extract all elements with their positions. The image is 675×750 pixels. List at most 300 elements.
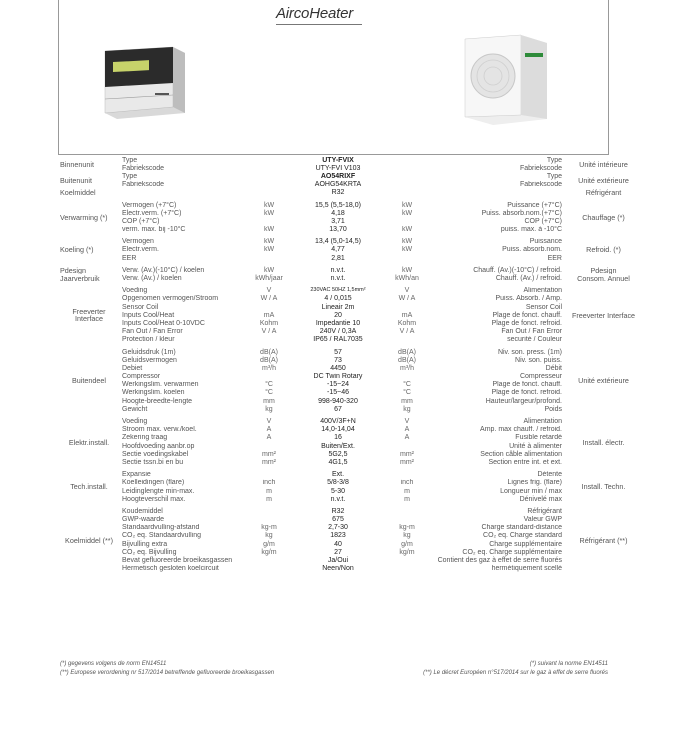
label-nl: Type bbox=[122, 172, 138, 180]
spec-row bbox=[58, 238, 643, 246]
unit-right: mm² bbox=[400, 450, 414, 458]
label-fr: Plage de fonct. chauff. bbox=[492, 311, 562, 319]
unit-left bbox=[250, 516, 288, 524]
spec-row bbox=[58, 336, 643, 344]
unit-left: kW bbox=[263, 238, 275, 246]
label-nl: Fan Out / Fan Error bbox=[122, 328, 183, 336]
label-fr: Puiss. absorb.nom. bbox=[502, 246, 562, 254]
label-fr: COP (+7°C) bbox=[524, 217, 562, 225]
label-nl: Electr.verm. bbox=[122, 246, 159, 254]
label-fr: Contient des gaz à effet de serre fluorés bbox=[437, 557, 562, 565]
label-fr: Chauff. (Av.)(-10°C) / refroid. bbox=[473, 266, 562, 274]
unit-left bbox=[250, 336, 288, 344]
unit-right: kg/m bbox=[399, 548, 415, 556]
spec-row bbox=[58, 450, 643, 458]
label-fr: EER bbox=[547, 254, 562, 262]
spec-row bbox=[58, 226, 643, 234]
section-label-fr: Unité extérieure bbox=[578, 376, 629, 386]
label-fr: Niv. son. puiss. bbox=[515, 356, 562, 364]
value: 57 bbox=[334, 348, 342, 356]
unit-right: V / A bbox=[399, 328, 415, 336]
label-nl: Koudemiddel bbox=[122, 507, 163, 515]
label-nl: Bijvulling extra bbox=[122, 540, 168, 548]
value: UTY-FVIX bbox=[322, 156, 354, 164]
value: 4G1,5 bbox=[328, 458, 348, 466]
unit-right: kg bbox=[403, 405, 411, 413]
label-fr: Puissance bbox=[529, 238, 562, 246]
unit-left: mA bbox=[263, 311, 275, 319]
spec-row bbox=[58, 389, 643, 397]
unit-right: kW bbox=[401, 226, 413, 234]
value: n.v.t. bbox=[330, 275, 346, 283]
spec-row bbox=[58, 348, 643, 356]
unit-left: m bbox=[266, 487, 272, 495]
outdoor-unit-image bbox=[459, 31, 551, 127]
label-nl: Expansie bbox=[122, 471, 151, 479]
label-fr: Plage de fonct. refroid. bbox=[491, 319, 562, 327]
label-nl: Electr.verm. (+7°C) bbox=[122, 209, 182, 217]
label-nl: Verw. (Av.) / koelen bbox=[122, 275, 182, 283]
spec-row bbox=[58, 426, 643, 434]
unit-left: m bbox=[266, 495, 272, 503]
label-nl: Voeding bbox=[122, 418, 148, 426]
unit-right: dB(A) bbox=[398, 356, 416, 364]
label-nl: Inputs Cool/Heat bbox=[122, 311, 175, 319]
value: 4450 bbox=[330, 364, 346, 372]
section-label-fr: Install. électr. bbox=[582, 437, 625, 447]
spec-row bbox=[58, 540, 643, 548]
unit-right bbox=[388, 336, 426, 344]
unit-right bbox=[388, 516, 426, 524]
value: R32 bbox=[331, 507, 345, 515]
spec-row bbox=[58, 442, 643, 450]
label-fr: Niv. son. press. (1m) bbox=[497, 348, 562, 356]
value: 20 bbox=[334, 311, 342, 319]
label-fr: Amp. max chauff. / refroid. bbox=[480, 426, 562, 434]
label-fr: Sensor Coil bbox=[525, 303, 562, 311]
unit-left: V bbox=[266, 287, 272, 295]
label-nl: COP (+7°C) bbox=[122, 217, 160, 225]
unit-right: kW bbox=[401, 266, 413, 274]
value: 230VAC 50HZ 1,5mm² bbox=[310, 287, 366, 294]
unit-left: inch bbox=[262, 479, 276, 487]
unit-left: dB(A) bbox=[260, 356, 278, 364]
label-fr: Type bbox=[546, 172, 562, 180]
unit-left: V bbox=[266, 418, 272, 426]
brand-logo: AircoHeater bbox=[276, 5, 354, 22]
spec-row bbox=[58, 356, 643, 364]
unit-right bbox=[388, 172, 426, 180]
section-label-fr: Pdesign bbox=[590, 266, 617, 275]
unit-left bbox=[250, 565, 288, 573]
label-fr: Type bbox=[546, 156, 562, 164]
label-nl: Gewicht bbox=[122, 405, 148, 413]
unit-right bbox=[388, 156, 426, 164]
unit-right: kW bbox=[401, 246, 413, 254]
unit-left: V / A bbox=[261, 328, 277, 336]
label-nl: Koelleidingen (flare) bbox=[122, 479, 185, 487]
label-nl: Debiet bbox=[122, 364, 143, 372]
spec-row bbox=[58, 373, 643, 381]
label-nl: Leidinglengte min-max. bbox=[122, 487, 195, 495]
section-label-fr: Réfrigérant (**) bbox=[579, 535, 628, 545]
unit-left: kg bbox=[265, 532, 273, 540]
section-label-fr: Réfrigérant bbox=[585, 188, 622, 197]
unit-right: kg-m bbox=[399, 524, 415, 532]
label-nl: Inputs Cool/Heat 0-10VDC bbox=[122, 319, 205, 327]
unit-left: kg bbox=[265, 405, 273, 413]
unit-right: °C bbox=[403, 389, 411, 397]
spec-row bbox=[58, 532, 643, 540]
label-nl: Hoogte-breedte-lengte bbox=[122, 397, 193, 405]
spec-row bbox=[58, 434, 643, 442]
spec-row bbox=[58, 303, 643, 311]
unit-right: kg bbox=[403, 532, 411, 540]
label-fr: Valeur GWP bbox=[523, 516, 562, 524]
unit-right bbox=[388, 556, 426, 564]
unit-left: kg/m bbox=[261, 548, 277, 556]
unit-right bbox=[388, 442, 426, 450]
spec-row bbox=[58, 524, 643, 532]
unit-left bbox=[250, 189, 288, 197]
spec-row bbox=[58, 156, 643, 164]
label-nl: Hoogteverschil max. bbox=[122, 495, 186, 503]
value: 998-940-320 bbox=[318, 397, 358, 405]
value: R32 bbox=[331, 189, 345, 197]
label-fr: Alimentation bbox=[523, 287, 562, 295]
label-nl: Standaardvulling-afstand bbox=[122, 524, 200, 532]
label-fr bbox=[426, 189, 564, 197]
spec-row bbox=[58, 311, 643, 319]
label-fr: securité / Couleur bbox=[507, 336, 562, 344]
section-label-nl: Elektr.install. bbox=[68, 437, 110, 447]
label-fr: Plage de fonct. refroid. bbox=[491, 389, 562, 397]
label-nl: Sectie voedingskabel bbox=[122, 450, 189, 458]
value: 15,5 (5,5-18,0) bbox=[315, 201, 361, 209]
unit-left bbox=[250, 471, 288, 479]
label-nl: EER bbox=[122, 254, 137, 262]
value: 4,77 bbox=[331, 246, 345, 254]
indoor-unit-image bbox=[95, 43, 187, 121]
spec-row bbox=[58, 274, 643, 282]
value: Ext. bbox=[331, 471, 345, 479]
value: Lineair 2m bbox=[321, 303, 355, 311]
spec-row bbox=[58, 295, 643, 303]
spec-row bbox=[58, 479, 643, 487]
unit-left bbox=[250, 442, 288, 450]
value: IP65 / RAL7035 bbox=[313, 336, 363, 344]
unit-left bbox=[250, 507, 288, 515]
unit-right bbox=[388, 373, 426, 381]
label-fr: Poids bbox=[544, 405, 562, 413]
spec-row bbox=[58, 364, 643, 372]
spec-row bbox=[58, 405, 643, 413]
unit-left: kW bbox=[263, 209, 275, 217]
value: Neen/Non bbox=[322, 565, 354, 573]
unit-right: inch bbox=[400, 479, 414, 487]
value: Ja/Oui bbox=[327, 557, 349, 565]
value: 4,18 bbox=[331, 209, 345, 217]
value: UTY-FVI V103 bbox=[315, 164, 361, 172]
value: 1823 bbox=[330, 532, 346, 540]
label-fr: Détente bbox=[537, 471, 562, 479]
value: 27 bbox=[334, 548, 342, 556]
spec-row bbox=[58, 397, 643, 405]
spec-row bbox=[58, 266, 643, 274]
unit-left: kW bbox=[263, 226, 275, 234]
unit-right bbox=[388, 217, 426, 225]
spec-row bbox=[58, 565, 643, 573]
value: 5-30 bbox=[330, 487, 345, 495]
label-fr: Fusible retardé bbox=[515, 434, 562, 442]
section-label-nl: Tech.install. bbox=[70, 482, 108, 492]
unit-right: V bbox=[404, 418, 410, 426]
label-fr: Fabriekscode bbox=[519, 164, 562, 172]
value: 67 bbox=[334, 405, 342, 413]
value: n.v.t. bbox=[330, 495, 346, 503]
value: 5/8-3/8 bbox=[327, 479, 349, 487]
label-fr: Unité à alimenter bbox=[509, 442, 562, 450]
unit-right: V bbox=[404, 287, 410, 295]
spec-row bbox=[58, 172, 643, 180]
label-nl: Hoofdvoeding aanbr.op bbox=[122, 442, 195, 450]
label-nl: Geluidsdruk (1m) bbox=[122, 348, 176, 356]
section-label-fr: Refroid. (*) bbox=[586, 245, 621, 255]
label-fr: Section câble alimentation bbox=[480, 450, 562, 458]
spec-row bbox=[58, 495, 643, 503]
label-nl: Type bbox=[122, 156, 138, 164]
label-nl: Geluidsvermogen bbox=[122, 356, 177, 364]
unit-left: A bbox=[266, 426, 272, 434]
label-fr: Charge standard-distance bbox=[481, 524, 562, 532]
label-nl: Zekering traag bbox=[122, 434, 168, 442]
unit-left: kW bbox=[263, 201, 275, 209]
unit-left: m³/h bbox=[262, 364, 276, 372]
value: AOHG54KRTA bbox=[314, 181, 362, 189]
spec-row bbox=[58, 548, 643, 556]
value: 3,71 bbox=[331, 217, 345, 225]
spec-row bbox=[58, 181, 643, 189]
unit-left bbox=[250, 556, 288, 564]
label-fr: puiss. max. à -10°C bbox=[500, 226, 562, 234]
spec-row bbox=[58, 381, 643, 389]
value: 4 / 0,015 bbox=[324, 295, 352, 303]
spec-row bbox=[58, 556, 643, 564]
label-fr: Charge supplémentaire bbox=[489, 540, 562, 548]
section-label-fr: Freeverter Interface bbox=[571, 310, 636, 320]
unit-right bbox=[388, 303, 426, 311]
value: -15~46 bbox=[327, 389, 349, 397]
unit-right: dB(A) bbox=[398, 348, 416, 356]
footnote-left-2: (**) Europese verordening nr 517/2014 betreffende gefluoreerde broeikasgassen bbox=[60, 670, 275, 676]
label-nl: Werkingslim. koelen bbox=[122, 389, 185, 397]
label-nl: Stroom max. verw./koel. bbox=[122, 426, 197, 434]
spec-row bbox=[58, 164, 643, 172]
section-label-fr: Unité extérieure bbox=[578, 176, 629, 186]
unit-left: kW bbox=[263, 246, 275, 254]
unit-right: kW bbox=[401, 201, 413, 209]
label-nl: GWP-waarde bbox=[122, 516, 165, 524]
label-nl: Sectie tssn.bi en bu bbox=[122, 458, 184, 466]
unit-right: mm² bbox=[400, 458, 414, 466]
label-nl: CO₂ eq. Bijvulling bbox=[122, 548, 177, 556]
value: 5G2,5 bbox=[328, 450, 348, 458]
unit-right: Kohm bbox=[397, 319, 417, 327]
section-label-nl: Buitenunit bbox=[60, 176, 92, 186]
unit-right: kW bbox=[401, 209, 413, 217]
unit-right bbox=[388, 507, 426, 515]
value: 73 bbox=[334, 356, 342, 364]
spec-row bbox=[58, 487, 643, 495]
section-label-fr: Chauffage (*) bbox=[582, 212, 625, 222]
value: DC Twin Rotary bbox=[313, 373, 363, 381]
unit-right: mm bbox=[401, 397, 413, 405]
unit-left: A bbox=[266, 434, 272, 442]
value: 240V / 0,3A bbox=[319, 328, 357, 336]
label-nl: Verw. (Av.)(-10°C) / koelen bbox=[122, 266, 205, 274]
section-label-nl: Koelmiddel bbox=[60, 188, 96, 197]
value: AO54RIXF bbox=[320, 172, 356, 180]
label-fr: hermétiquement scellé bbox=[491, 565, 562, 573]
unit-left: mm² bbox=[262, 450, 276, 458]
unit-left: mm bbox=[263, 397, 275, 405]
value: 13,4 (5,0-14,5) bbox=[315, 238, 361, 246]
spec-row bbox=[58, 254, 643, 262]
unit-left: W / A bbox=[260, 295, 278, 303]
logo-underline bbox=[276, 24, 362, 25]
label-nl: Sensor Coil bbox=[122, 303, 159, 311]
label-fr: Chauff. (Av.) / refroid. bbox=[495, 275, 562, 283]
label-fr: Réfrigérant bbox=[527, 507, 562, 515]
value: 40 bbox=[334, 540, 342, 548]
spec-row bbox=[58, 217, 643, 225]
label-fr: Dénivelé max bbox=[519, 495, 562, 503]
label-nl: verm. max. bij -10°C bbox=[122, 226, 186, 234]
label-fr: Fabriekscode bbox=[519, 181, 562, 189]
unit-right: m³/h bbox=[400, 364, 414, 372]
unit-right: W / A bbox=[398, 295, 416, 303]
spec-row bbox=[58, 209, 643, 217]
unit-left: °C bbox=[265, 381, 273, 389]
unit-right: m bbox=[404, 487, 410, 495]
section-label-nl: Koeling (*) bbox=[60, 245, 94, 255]
value: Impedantie 10 bbox=[315, 319, 361, 327]
label-fr: Plage de fonct. chauff. bbox=[492, 381, 562, 389]
section-label-fr: Install. Techn. bbox=[581, 482, 626, 492]
section-label-fr: Unité intérieure bbox=[579, 159, 628, 169]
label-nl: Hermetisch gesloten koelcircuit bbox=[122, 565, 219, 573]
unit-right: kW bbox=[401, 238, 413, 246]
value: 16 bbox=[334, 434, 342, 442]
label-fr: Section entre int. et ext. bbox=[488, 458, 562, 466]
spec-row bbox=[58, 471, 643, 479]
unit-right: kWh/an bbox=[395, 275, 419, 283]
label-fr: Puissance (+7°C) bbox=[507, 201, 562, 209]
unit-left bbox=[250, 181, 288, 189]
unit-left bbox=[250, 172, 288, 180]
unit-right: A bbox=[404, 426, 410, 434]
value: n.v.t. bbox=[330, 266, 346, 274]
unit-right: m bbox=[404, 495, 410, 503]
label-fr: CO₂ eq. Charge standard bbox=[483, 532, 562, 540]
section-label-nl: Pdesign bbox=[60, 266, 86, 275]
section-label-nl: Jaarverbruik bbox=[60, 274, 100, 283]
unit-left bbox=[250, 156, 288, 164]
unit-left bbox=[250, 254, 288, 262]
value: Buiten/Ext. bbox=[321, 442, 355, 450]
section-label-nl: Freeverter Interface bbox=[72, 307, 106, 324]
spec-row bbox=[58, 201, 643, 209]
label-nl: Bevat gefluoreerde broeikasgassen bbox=[122, 557, 233, 565]
footnote-right-2: (**) Le décret Européen n°517/2014 sur le gaz à effet de serre fluorés bbox=[423, 670, 608, 676]
label-fr: Puiss. Absorb. / Amp. bbox=[495, 295, 562, 303]
spec-row bbox=[58, 319, 643, 327]
label-fr: Débit bbox=[545, 364, 562, 372]
footnote-right-1: (*) suivant la norme EN14511 bbox=[529, 661, 608, 667]
unit-left: Kohm bbox=[259, 319, 279, 327]
unit-right: A bbox=[404, 434, 410, 442]
section-label-nl: Binnenunit bbox=[60, 159, 94, 169]
spec-table bbox=[58, 156, 643, 573]
unit-right bbox=[388, 254, 426, 262]
label-fr: Fan Out / Fan Error bbox=[501, 328, 562, 336]
label-fr: Puiss. absorb.nom.(+7°C) bbox=[481, 209, 562, 217]
label-fr: Compresseur bbox=[519, 373, 562, 381]
unit-right bbox=[388, 189, 426, 197]
label-nl bbox=[120, 189, 250, 197]
spec-row bbox=[58, 417, 643, 425]
unit-left bbox=[250, 217, 288, 225]
label-nl: Protection / kleur bbox=[122, 336, 175, 344]
label-nl: Vermogen (+7°C) bbox=[122, 201, 177, 209]
value: 13,70 bbox=[329, 226, 347, 234]
spec-row bbox=[58, 516, 643, 524]
spec-row bbox=[58, 328, 643, 336]
label-nl: Werkingslim. verwarmen bbox=[122, 381, 199, 389]
footnote-left-1: (*) gegevens volgens de norm EN14511 bbox=[60, 661, 167, 667]
unit-left: kW bbox=[263, 266, 275, 274]
label-fr: CO₂ eq. Charge supplémentaire bbox=[462, 548, 562, 556]
label-nl: Fabriekscode bbox=[122, 164, 165, 172]
label-nl: Opgenomen vermogen/Stroom bbox=[122, 295, 219, 303]
value: 2,7-30 bbox=[328, 524, 348, 532]
value: 14,0-14,04 bbox=[321, 426, 355, 434]
value: -15~24 bbox=[327, 381, 349, 389]
label-nl: Vermogen bbox=[122, 238, 154, 246]
unit-left: dB(A) bbox=[260, 348, 278, 356]
spec-row bbox=[58, 246, 643, 254]
label-fr: Hauteur/largeur/profond. bbox=[485, 397, 562, 405]
unit-left: g/m bbox=[263, 540, 275, 548]
value: 675 bbox=[332, 516, 344, 524]
section-label-nl: Buitendeel bbox=[72, 376, 106, 386]
unit-left bbox=[250, 164, 288, 172]
label-fr: Alimentation bbox=[523, 418, 562, 426]
section-label-nl: Verwarming (*) bbox=[60, 212, 108, 222]
spec-row bbox=[58, 189, 643, 197]
unit-right bbox=[388, 181, 426, 189]
label-nl: Voeding bbox=[122, 287, 148, 295]
unit-right: °C bbox=[403, 381, 411, 389]
unit-left: mm² bbox=[262, 458, 276, 466]
unit-left bbox=[250, 373, 288, 381]
unit-right bbox=[388, 164, 426, 172]
value: 2,81 bbox=[331, 254, 345, 262]
value: 400V/3F+N bbox=[320, 418, 356, 426]
unit-left: kg-m bbox=[261, 524, 277, 532]
label-fr: Longueur min / max bbox=[500, 487, 562, 495]
unit-left: kWh/jaar bbox=[255, 275, 283, 283]
